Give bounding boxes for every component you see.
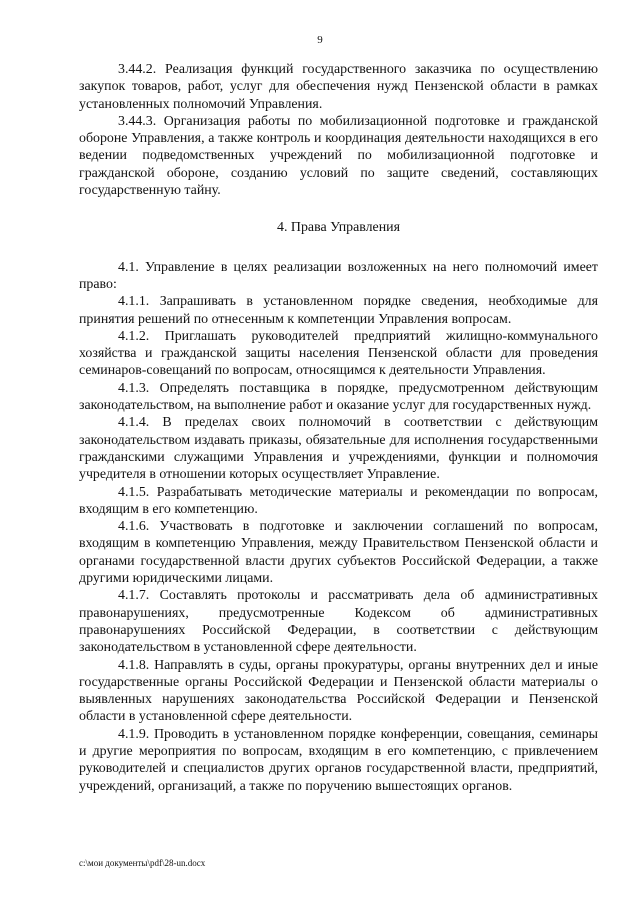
section-heading: 4. Права Управления [277, 220, 400, 236]
paragraph-3-44-3: 3.44.3. Организация работы по мобилизационной подготовке и гражданской обороне Управления, а также контроль и координация деятельности находящихся в его ведении подведомственных учреждений по мобилизационной подготовке и гражданской обороне, созданию условий по защите сведений, составляющих государственную тайну. [79, 113, 598, 199]
paragraph-4-1-5: 4.1.5. Разрабатывать методические материалы и рекомендации по вопросам, входящим в его компетенцию. [79, 484, 598, 517]
paragraph-4-1-3: 4.1.3. Определять поставщика в порядке, предусмотренном действующим законодательством, на выполнение работ и оказание услуг для государственных нужд. [79, 380, 598, 414]
paragraph-4-1-6: 4.1.6. Участвовать в подготовке и заключении соглашений по вопросам, входящим в компетенцию Управления, между Правительством Пензенской области и органами государственной власти других субъектов Российской Федерации, а также другими юридическими лицами. [79, 519, 598, 587]
paragraph-4-1-7: 4.1.7. Составлять протоколы и рассматривать дела об административных правонарушениях, предусмотренные Кодексом об административных правонарушениях Российской Федерации, в соответствии с действующим законодательством в установленной сфере деятельности. [79, 588, 598, 656]
paragraph-3-44-2: 3.44.2. Реализация функций государственного заказчика по осуществлению закупок товаров, работ, услуг для обеспечения нужд Пензенской области в рамках установленных полномочий Управления. [79, 62, 598, 112]
footer-file-path: c:\мои документы\pdf\28-un.docx [79, 858, 206, 868]
paragraph-4-1-1: 4.1.1. Запрашивать в установленном порядке сведения, необходимые для принятия решений по отнесенным к компетенции Управления вопросам. [79, 294, 598, 327]
paragraph-4-1-9: 4.1.9. Проводить в установленном порядке конференции, совещания, семинары и другие мероприятия по вопросам, входящим в его компетенцию, с привлечением руководителей и специалистов других органов государственной власти, предприятий, учреждений, организаций, а также по поручению вышестоящих органов. [79, 726, 598, 794]
page-number: 9 [317, 34, 323, 46]
paragraph-4-1-2: 4.1.2. Приглашать руководителей предприятий жилищно-коммунального хозяйства и гражданской защиты населения Пензенской области для проведения семинаров-совещаний по вопросам, относящимся к деятельности Управления. [79, 328, 598, 379]
paragraph-4-1-8: 4.1.8. Направлять в суды, органы прокуратуры, органы внутренних дел и иные государственные органы Российской Федерации и Пензенской области материалы о выявленных нарушениях законодательства Российской Федерации и Пензенской области в установленной сфере деятельности. [79, 657, 598, 725]
document-body [79, 61, 598, 795]
paragraph-4-1: 4.1. Управление в целях реализации возложенных на него полномочий имеет право: [79, 259, 598, 292]
paragraph-4-1-4: 4.1.4. В пределах своих полномочий в соответствии с действующим законодательством издавать приказы, обязательные для исполнения государственными гражданскими служащими Управления и учреждениями, функции и полномочия учредителя в отношении которых осуществляет Управление. [79, 415, 598, 483]
